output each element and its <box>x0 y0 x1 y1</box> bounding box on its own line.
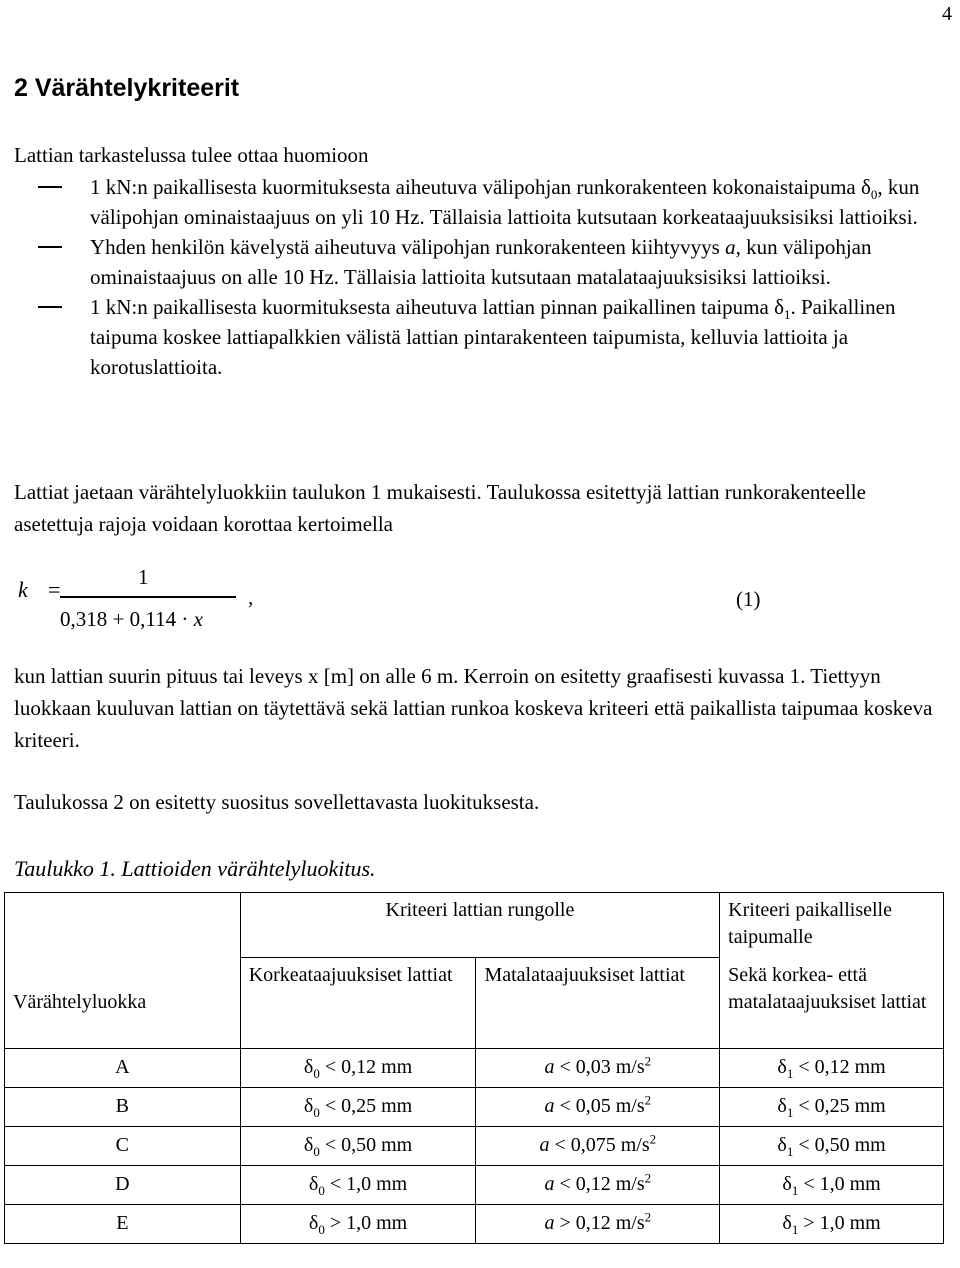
formula-variable: x <box>193 607 203 631</box>
cell-class: A <box>5 1048 241 1087</box>
cell-d0 <box>240 1204 476 1243</box>
list-item-text: , kun välipohjan ominaistaajuus on alle 10 Hz. Tällaisia lattioita kutsutaan matalataajuuksisiksi lattioiksi. <box>90 235 872 289</box>
cell-a <box>476 1165 720 1204</box>
subscript: 0 <box>318 1183 325 1198</box>
table-subheader-row <box>5 958 944 1049</box>
subscript: 0 <box>313 1066 320 1081</box>
cell-value: < 0,075 m/s <box>549 1134 650 1156</box>
cell-d0 <box>240 1126 476 1165</box>
subscript: 1 <box>786 1144 794 1159</box>
table-row <box>5 1087 944 1126</box>
cell-d0 <box>240 1165 476 1204</box>
cell-value: < 0,50 mm <box>319 1134 413 1156</box>
subscript: 1 <box>786 1105 794 1120</box>
acceleration-symbol: a <box>544 1095 555 1117</box>
delta-symbol: δ <box>777 1134 787 1156</box>
delta-symbol: δ <box>782 1173 792 1195</box>
acceleration-symbol: a <box>544 1056 555 1078</box>
page-number: 4 <box>942 3 952 25</box>
table-caption: Taulukko 1. Lattioiden värähtelyluokitus. <box>14 856 376 881</box>
cell-a <box>476 1204 720 1243</box>
cell-value: < 0,25 mm <box>319 1095 413 1117</box>
cell-d1 <box>720 1048 944 1087</box>
cell-class: C <box>5 1126 241 1165</box>
superscript: 2 <box>649 1131 657 1147</box>
cell-class: B <box>5 1087 241 1126</box>
subscript: 1 <box>791 1222 799 1237</box>
table-row <box>5 1048 944 1087</box>
acceleration-symbol: a <box>539 1134 550 1156</box>
delta-symbol: δ <box>777 1095 787 1117</box>
table-row <box>5 1126 944 1165</box>
equation-number: (1) <box>736 587 761 611</box>
delta-symbol: δ <box>860 175 871 199</box>
col-header-class: Värähtelyluokka <box>5 958 241 1049</box>
cell-value: > 0,12 m/s <box>554 1212 645 1234</box>
cell-a <box>476 1048 720 1087</box>
cell-d0 <box>240 1048 476 1087</box>
dash-bullet-icon <box>38 246 62 248</box>
subscript: 0 <box>313 1144 320 1159</box>
list-item <box>14 232 944 292</box>
subscript: 0 <box>318 1222 325 1237</box>
delta-symbol: δ <box>303 1095 314 1117</box>
formula-k <box>14 566 944 636</box>
subscript: 1 <box>786 1066 794 1081</box>
acceleration-symbol: a <box>725 235 736 259</box>
table-header-row <box>5 893 944 958</box>
paragraph-classification: Lattiat jaetaan värähtelyluokkiin taulukon 1 mukaisesti. Taulukossa esitettyjä lattian runkorakenteelle asetettuja rajoja voidaan korottaa kertoimella <box>14 480 866 536</box>
section-heading: 2 Värähtelykriteerit <box>14 74 240 102</box>
cell-value: < 0,12 mm <box>319 1056 413 1078</box>
formula-numerator: 1 <box>138 565 149 589</box>
paragraph-multiplier: kun lattian suurin pituus tai leveys x [m] on alle 6 m. Kerroin on esitetty graafisesti kuvassa 1. Tiettyyn luokkaan kuuluvan lattian on täytettävä sekä lattian runkoa koskeva kriteeri että paikallista taipumaa koskeva kriteeri. <box>14 664 933 752</box>
dash-bullet-icon <box>38 186 62 188</box>
superscript: 2 <box>644 1053 652 1069</box>
delta-symbol: δ <box>774 295 784 319</box>
cell-a <box>476 1126 720 1165</box>
table-header-empty <box>5 893 241 958</box>
cell-d1 <box>720 1087 944 1126</box>
vibration-class-table <box>4 892 944 1244</box>
delta-symbol: δ <box>303 1134 314 1156</box>
superscript: 2 <box>644 1209 652 1225</box>
formula-equals: = <box>48 577 61 602</box>
subscript: 0 <box>870 187 878 203</box>
list-item <box>14 172 944 232</box>
cell-value: < 0,12 mm <box>793 1056 886 1078</box>
list-item-text: 1 kN:n paikallisesta kuormituksesta aiheutuva välipohjan runkorakenteen kokonaistaipuma <box>90 175 861 199</box>
table-header-frame: Kriteeri lattian rungolle <box>240 893 719 958</box>
delta-symbol: δ <box>777 1056 787 1078</box>
formula-denominator <box>60 604 203 634</box>
fraction-bar <box>60 596 236 598</box>
list-item-text: Yhden henkilön kävelystä aiheutuva välipohjan runkorakenteen kiihtyvyys <box>90 235 726 259</box>
list-item <box>14 292 944 382</box>
cell-d0 <box>240 1087 476 1126</box>
paragraph-recommendation: Taulukossa 2 on esitetty suositus sovellettavasta luokituksesta. <box>14 790 540 814</box>
intro-paragraph: Lattian tarkastelussa tulee ottaa huomioon <box>14 143 369 167</box>
delta-symbol: δ <box>308 1173 319 1195</box>
col-header-low: Matalataajuuksiset lattiat <box>476 958 720 1049</box>
dash-bullet-icon <box>38 306 62 308</box>
list-item-text: . Paikallinen taipuma koskee lattiapalkkien välistä lattian pintarakenteen taipumista, kelluvia lattioita ja korotuslattioita. <box>90 295 896 379</box>
table-row <box>5 1165 944 1204</box>
cell-value: > 1,0 mm <box>798 1212 881 1234</box>
superscript: 2 <box>644 1092 652 1108</box>
cell-d1 <box>720 1165 944 1204</box>
cell-a <box>476 1087 720 1126</box>
delta-symbol: δ <box>308 1212 319 1234</box>
table-header-local: Kriteeri paikalliselle taipumalle <box>720 893 944 958</box>
acceleration-symbol: a <box>544 1173 555 1195</box>
col-header-high: Korkeataajuuksiset lattiat <box>240 958 476 1049</box>
list-item-text: 1 kN:n paikallisesta kuormituksesta aiheutuva lattian pinnan paikallinen taipuma <box>90 295 775 319</box>
cell-value: < 0,25 mm <box>793 1095 886 1117</box>
acceleration-symbol: a <box>544 1212 555 1234</box>
cell-value: > 1,0 mm <box>324 1212 408 1234</box>
cell-value: < 1,0 mm <box>798 1173 881 1195</box>
delta-symbol: δ <box>782 1212 792 1234</box>
cell-value: < 0,50 mm <box>793 1134 886 1156</box>
cell-class: E <box>5 1204 241 1243</box>
formula-comma: , <box>248 585 254 609</box>
cell-class: D <box>5 1165 241 1204</box>
col-header-both: Sekä korkea- että matalataajuuksiset lattiat <box>720 958 944 1049</box>
cell-value: < 0,05 m/s <box>554 1095 645 1117</box>
cell-value: < 0,12 m/s <box>554 1173 645 1195</box>
table-row <box>5 1204 944 1243</box>
formula-lhs: k <box>18 577 28 602</box>
superscript: 2 <box>644 1170 652 1186</box>
criteria-list <box>14 172 944 382</box>
list-item-text: , kun välipohjan ominaistaajuus on yli 10 Hz. Tällaisia lattioita kutsutaan korkeataajuuksisiksi lattioiksi. <box>90 175 920 229</box>
subscript: 1 <box>784 307 791 323</box>
cell-d1 <box>720 1204 944 1243</box>
cell-value: < 0,03 m/s <box>554 1056 645 1078</box>
cell-d1 <box>720 1126 944 1165</box>
cell-value: < 1,0 mm <box>324 1173 408 1195</box>
denominator-text: 0,318 + 0,114 · <box>60 607 194 631</box>
subscript: 1 <box>791 1183 799 1198</box>
subscript: 0 <box>313 1105 320 1120</box>
delta-symbol: δ <box>303 1056 314 1078</box>
